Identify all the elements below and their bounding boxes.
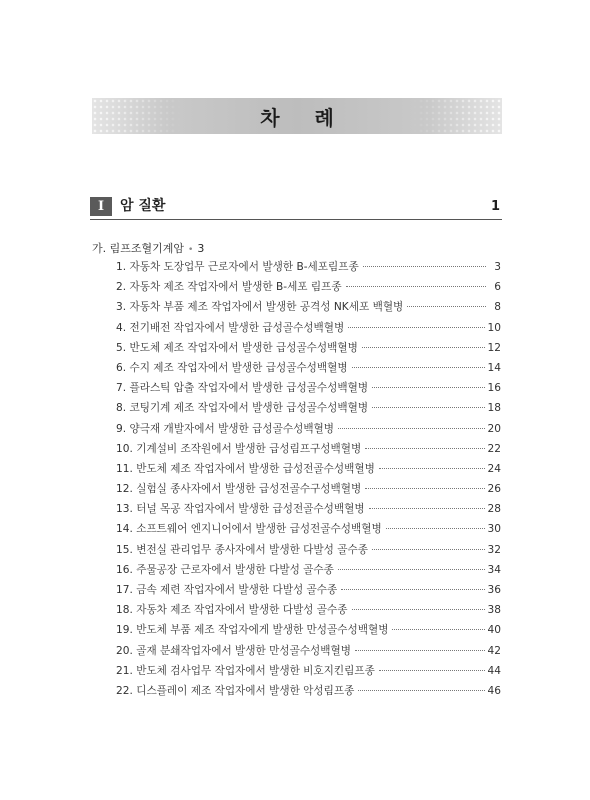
page-title: 차 례: [260, 105, 348, 130]
subsection-page-number: 3: [197, 242, 205, 255]
toc-entry-title: 13. 터널 목공 작업자에서 발생한 급성전골수성백혈병: [116, 503, 365, 516]
toc-entry-page-number: 26: [487, 483, 501, 496]
toc-entry[interactable]: [116, 360, 501, 380]
toc-entry[interactable]: [116, 421, 501, 441]
toc-entry-title: 6. 수지 제조 작업자에서 발생한 급성골수성백혈병: [116, 361, 348, 374]
toc-entry-page-number: 8: [494, 301, 501, 314]
toc-entry[interactable]: [116, 501, 501, 521]
toc-entry[interactable]: [116, 340, 501, 360]
toc-entry-page-number: 28: [487, 503, 501, 516]
toc-entry-title: 11. 반도체 제조 작업자에서 발생한 급성전골수성백혈병: [116, 462, 375, 475]
toc-entry[interactable]: [116, 663, 501, 683]
toc-entry-title: 2. 자동차 제조 작업자에서 발생한 B-세포 림프종: [116, 281, 342, 294]
toc-entry-title: 1. 자동차 도장업무 근로자에서 발생한 B-세포림프종: [116, 261, 359, 273]
dot-leader: [365, 448, 484, 449]
toc-entry[interactable]: [116, 521, 501, 541]
toc-entry-title: 21. 반도체 검사업무 작업자에서 발생한 비호지킨림프종: [116, 664, 375, 677]
toc-entry-title: 18. 자동차 제조 작업자에서 발생한 다발성 골수종: [116, 604, 348, 617]
bullet-icon: •: [188, 245, 194, 255]
toc-entry[interactable]: [116, 400, 501, 420]
toc-entry-title: 16. 주물공장 근로자에서 발생한 다발성 골수종: [116, 563, 334, 576]
toc-entry[interactable]: [116, 279, 501, 299]
toc-entry[interactable]: [116, 622, 501, 642]
toc-entry-page-number: 20: [487, 422, 501, 435]
toc-entry[interactable]: [116, 320, 501, 340]
toc-entry-page-number: 42: [487, 644, 501, 657]
toc-entry-title: 19. 반도체 부품 제조 작업자에게 발생한 만성골수성백혈병: [116, 624, 389, 637]
toc-entry[interactable]: [116, 481, 501, 501]
dot-leader: [372, 549, 485, 550]
dot-leader: [341, 589, 484, 590]
toc-entry[interactable]: [116, 562, 501, 582]
toc-entry-title: 17. 금속 제련 작업자에서 발생한 다발성 골수종: [116, 584, 338, 596]
toc-entry-page-number: 30: [487, 523, 501, 536]
dot-leader: [338, 569, 485, 570]
toc-entry-title: 22. 디스플레이 제조 작업자에서 발생한 악성림프종: [116, 684, 355, 697]
toc-entry-title: 4. 전기배전 작업자에서 발생한 급성골수성백혈병: [116, 321, 345, 334]
toc-entry-title: 8. 코팅기계 제조 작업자에서 발생한 급성골수성백혈병: [116, 402, 369, 415]
toc-entry-page-number: 22: [487, 442, 501, 455]
toc-entry-title: 15. 변전실 관리업무 종사자에서 발생한 다발성 골수종: [116, 543, 368, 556]
toc-entry-title: 10. 기계설비 조작원에서 발생한 급성림프구성백혈병: [116, 442, 362, 455]
dot-leader: [352, 367, 485, 368]
toc-entry-title: 9. 양극재 개발자에서 발생한 급성골수성백혈병: [116, 422, 335, 435]
toc-entry-page-number: 38: [487, 604, 501, 617]
dot-leader: [372, 407, 484, 408]
toc-entry-page-number: 18: [487, 402, 501, 415]
dot-leader: [358, 690, 484, 691]
toc-entry-title: 14. 소프트웨어 엔지니어에서 발생한 급성전골수성백혈병: [116, 523, 382, 536]
dot-leader: [386, 528, 485, 529]
dot-leader: [348, 327, 484, 328]
toc-entry-title: 12. 실험실 종사자에서 발생한 급성전골수구성백혈병: [116, 483, 362, 496]
dot-leader: [363, 266, 486, 267]
toc-entry-page-number: 12: [487, 341, 501, 354]
toc-entry-page-number: 14: [487, 361, 501, 374]
toc-entry-title: 20. 골재 분쇄작업자에서 발생한 만성골수성백혈병: [116, 644, 351, 657]
dot-leader: [392, 629, 484, 630]
dot-leader: [379, 670, 485, 671]
toc-entry-title: 7. 플라스틱 압출 작업자에서 발생한 급성골수성백혈병: [116, 382, 369, 395]
toc-entry[interactable]: [116, 602, 501, 622]
toc-entry[interactable]: [116, 582, 501, 602]
toc-entry[interactable]: [116, 461, 501, 481]
toc-entry-page-number: 44: [487, 664, 501, 677]
section-page-number: 1: [490, 199, 500, 214]
dot-leader: [379, 468, 485, 469]
section-title: 암 질환: [120, 198, 166, 214]
toc-entry-page-number: 6: [494, 281, 501, 294]
toc-entry-page-number: 46: [487, 684, 501, 697]
toc-entry-page-number: 3: [494, 261, 501, 273]
dot-leader: [365, 488, 484, 489]
toc-entry[interactable]: [116, 259, 501, 279]
toc-entry[interactable]: [116, 683, 501, 703]
toc-entry[interactable]: [116, 299, 501, 319]
toc-entry-page-number: 24: [487, 462, 501, 475]
subsection-label: 가. 림프조혈기계암: [92, 242, 185, 255]
toc-entry-page-number: 36: [487, 584, 501, 596]
dot-leader: [346, 286, 486, 287]
toc-entry-title: 3. 자동차 부품 제조 작업자에서 발생한 공격성 NK세포 백혈병: [116, 301, 404, 314]
section-header: [90, 197, 502, 220]
toc-entry-page-number: 16: [487, 382, 501, 395]
toc-list: [116, 259, 501, 703]
dot-leader: [372, 387, 484, 388]
dot-leader: [369, 508, 485, 509]
toc-entry[interactable]: [116, 542, 501, 562]
toc-entry[interactable]: [116, 380, 501, 400]
toc-entry-title: 5. 반도체 제조 작업자에서 발생한 급성골수성백혈병: [116, 341, 358, 354]
toc-entry[interactable]: [116, 643, 501, 663]
dot-leader: [362, 347, 485, 348]
section-number-badge: I: [90, 197, 112, 216]
toc-title-banner: [92, 98, 502, 134]
dot-leader: [352, 609, 485, 610]
dot-leader: [407, 306, 486, 307]
dot-leader: [355, 650, 485, 651]
dot-leader: [338, 428, 485, 429]
toc-entry-page-number: 40: [487, 624, 501, 637]
toc-entry[interactable]: [116, 441, 501, 461]
subsection-heading: [92, 240, 204, 256]
toc-entry-page-number: 32: [487, 543, 501, 556]
toc-entry-page-number: 34: [487, 563, 501, 576]
toc-entry-page-number: 10: [487, 321, 501, 334]
